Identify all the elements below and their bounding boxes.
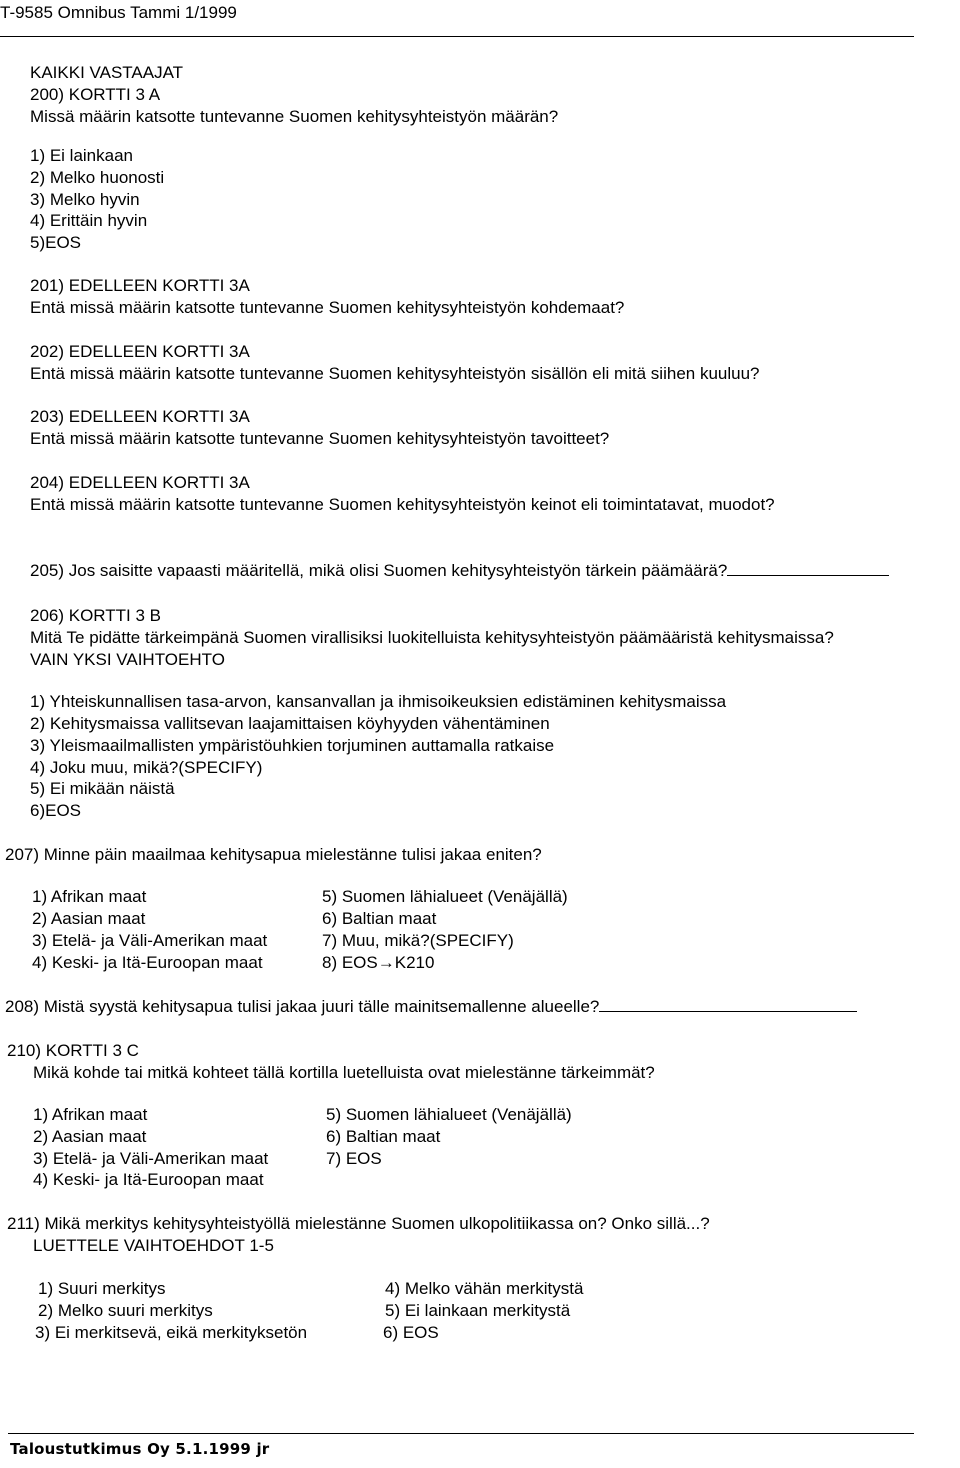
q211-option: 4) Melko vähän merkitystä xyxy=(385,1279,584,1298)
q204-text: Entä missä määrin katsotte tuntevanne Suomen kehitysyhteistyön keinot eli toimintatavat, muodot? xyxy=(30,495,775,514)
q210-option: 4) Keski- ja Itä-Euroopan maat xyxy=(33,1170,264,1189)
q200-option: 5)EOS xyxy=(30,233,82,252)
q203-number: 203) EDELLEEN KORTTI 3A xyxy=(30,407,250,426)
q206-option: 6)EOS xyxy=(30,801,82,820)
q206-instruction: VAIN YKSI VAIHTOEHTO xyxy=(30,650,225,669)
q211-option: 1) Suuri merkitys xyxy=(38,1279,166,1298)
q201-number: 201) EDELLEEN KORTTI 3A xyxy=(30,276,250,295)
q203-text: Entä missä määrin katsotte tuntevanne Suomen kehitysyhteistyön tavoitteet? xyxy=(30,429,610,448)
q210-option: 5) Suomen lähialueet (Venäjällä) xyxy=(326,1105,572,1124)
q207-option: 5) Suomen lähialueet (Venäjällä) xyxy=(322,887,568,906)
q211-option: 5) Ei lainkaan merkitystä xyxy=(385,1301,571,1320)
q202-text: Entä missä määrin katsotte tuntevanne Suomen kehitysyhteistyön sisällön eli mitä siihen kuuluu? xyxy=(30,364,760,383)
footer-divider xyxy=(8,1433,914,1434)
q210-text: Mikä kohde tai mitkä kohteet tällä kortilla luetelluista ovat mielestänne tärkeimmät? xyxy=(33,1063,655,1082)
q210-option: 7) EOS xyxy=(326,1149,382,1168)
q207-option: 7) Muu, mikä?(SPECIFY) xyxy=(322,931,514,950)
page-header-title: T-9585 Omnibus Tammi 1/1999 xyxy=(0,3,237,22)
q207-option: 1) Afrikan maat xyxy=(32,887,147,906)
q210-option: 1) Afrikan maat xyxy=(33,1105,148,1124)
page-footer-text: Taloustutkimus Oy 5.1.1999 jr xyxy=(10,1440,270,1458)
q205-answer-line xyxy=(727,573,889,576)
q210-option: 3) Etelä- ja Väli-Amerikan maat xyxy=(33,1149,269,1168)
q200-number: 200) KORTTI 3 A xyxy=(30,85,161,104)
q206-option: 4) Joku muu, mikä?(SPECIFY) xyxy=(30,758,263,777)
q207-option: 2) Aasian maat xyxy=(32,909,146,928)
q210-option: 6) Baltian maat xyxy=(326,1127,441,1146)
q207-option: 6) Baltian maat xyxy=(322,909,437,928)
q206-text: Mitä Te pidätte tärkeimpänä Suomen virallisiksi luokitelluista kehitysyhteistyön päämääristä kehitysmaissa? xyxy=(30,628,834,647)
q210-option: 2) Aasian maat xyxy=(33,1127,147,1146)
q211-option: 3) Ei merkitsevä, eikä merkityksetön xyxy=(35,1323,308,1342)
q206-option: 1) Yhteiskunnallisen tasa-arvon, kansanvallan ja ihmisoikeuksien edistäminen kehitysmaissa xyxy=(30,692,727,711)
q205-text: 205) Jos saisitte vapaasti määritellä, mikä olisi Suomen kehitysyhteistyön tärkein päämäärä? xyxy=(30,561,728,580)
q208-answer-line xyxy=(599,1009,857,1012)
q208-text: 208) Mistä syystä kehitysapua tulisi jakaa juuri tälle mainitsemallenne alueelle? xyxy=(5,997,600,1016)
q211-option: 2) Melko suuri merkitys xyxy=(38,1301,213,1320)
q200-option: 3) Melko hyvin xyxy=(30,190,140,209)
q200-option: 2) Melko huonosti xyxy=(30,168,165,187)
q200-option: 1) Ei lainkaan xyxy=(30,146,134,165)
q207-option: 4) Keski- ja Itä-Euroopan maat xyxy=(32,953,263,972)
q200-option: 4) Erittäin hyvin xyxy=(30,211,148,230)
q210-number: 210) KORTTI 3 C xyxy=(7,1041,139,1060)
audience-label: KAIKKI VASTAAJAT xyxy=(30,63,184,82)
header-divider xyxy=(0,36,914,37)
q207-text: 207) Minne päin maailmaa kehitysapua mielestänne tulisi jakaa eniten? xyxy=(5,845,542,864)
q206-option: 2) Kehitysmaissa vallitsevan laajamittaisen köyhyyden vähentäminen xyxy=(30,714,550,733)
q200-text: Missä määrin katsotte tuntevanne Suomen kehitysyhteistyön määrän? xyxy=(30,107,559,126)
q201-text: Entä missä määrin katsotte tuntevanne Suomen kehitysyhteistyön kohdemaat? xyxy=(30,298,625,317)
q206-number: 206) KORTTI 3 B xyxy=(30,606,162,625)
q211-text: 211) Mikä merkitys kehitysyhteistyöllä mielestänne Suomen ulkopolitiikassa on? Onko sillä...? xyxy=(7,1214,710,1233)
q206-option: 5) Ei mikään näistä xyxy=(30,779,175,798)
q204-number: 204) EDELLEEN KORTTI 3A xyxy=(30,473,250,492)
q211-option: 6) EOS xyxy=(383,1323,439,1342)
q208-row xyxy=(5,996,857,1018)
q211-instruction: LUETTELE VAIHTOEHDOT 1-5 xyxy=(33,1236,274,1255)
q205-row xyxy=(30,560,889,582)
q206-option: 3) Yleismaailmallisten ympäristöuhkien torjuminen auttamalla ratkaise xyxy=(30,736,555,755)
q207-option: 3) Etelä- ja Väli-Amerikan maat xyxy=(32,931,268,950)
q202-number: 202) EDELLEEN KORTTI 3A xyxy=(30,342,250,361)
q207-option: 8) EOS→K210 xyxy=(322,953,435,972)
